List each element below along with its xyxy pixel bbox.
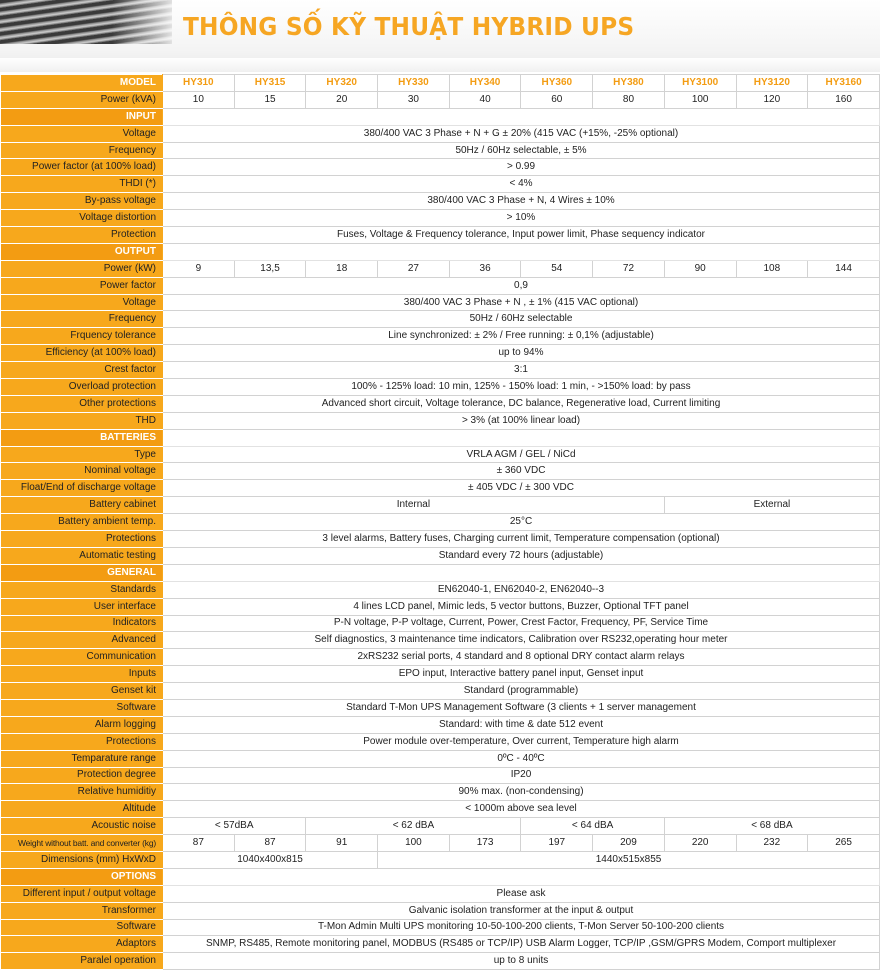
row-label: Frquency tolerance	[1, 328, 163, 345]
value-cell: External	[664, 497, 879, 514]
row-label: Frequency	[1, 311, 163, 328]
spec-row	[1, 176, 880, 193]
value-cell: VRLA AGM / GEL / NiCd	[163, 446, 880, 463]
spec-row	[1, 801, 880, 818]
value-cell: 15	[234, 91, 306, 108]
value-cell: 87	[234, 835, 306, 852]
section-label: OUTPUT	[1, 243, 163, 260]
model-cell: HY315	[234, 75, 306, 92]
spec-row	[1, 699, 880, 716]
row-label: Power (kW)	[1, 260, 163, 277]
row-label: Protections	[1, 531, 163, 548]
value-cell: < 57dBA	[163, 818, 306, 835]
row-label: THDI (*)	[1, 176, 163, 193]
value-cell: < 68 dBA	[664, 818, 879, 835]
spec-row	[1, 581, 880, 598]
value-cell: 90	[664, 260, 736, 277]
value-cell: > 3% (at 100% linear load)	[163, 412, 880, 429]
value-cell: 209	[593, 835, 665, 852]
value-cell: 9	[163, 260, 235, 277]
value-cell: 4 lines LCD panel, Mimic leds, 5 vector buttons, Buzzer, Optional TFT panel	[163, 598, 880, 615]
spec-row	[1, 615, 880, 632]
page-title: THÔNG SỐ KỸ THUẬT HYBRID UPS	[183, 12, 635, 41]
header-photo	[0, 0, 172, 44]
spec-row	[1, 750, 880, 767]
section-row	[1, 243, 880, 260]
spec-row	[1, 632, 880, 649]
row-label: User interface	[1, 598, 163, 615]
value-cell: 144	[808, 260, 880, 277]
value-cell: 1040x400x815	[163, 851, 378, 868]
value-cell: 232	[736, 835, 808, 852]
value-cell: 220	[664, 835, 736, 852]
value-cell: < 62 dBA	[306, 818, 521, 835]
value-cell: > 0.99	[163, 159, 880, 176]
value-cell: 36	[449, 260, 521, 277]
row-label: Automatic testing	[1, 547, 163, 564]
value-cell: Line synchronized: ± 2% / Free running: ± 0,1% (adjustable)	[163, 328, 880, 345]
value-cell: Please ask	[163, 885, 880, 902]
row-label: Indicators	[1, 615, 163, 632]
spec-row	[1, 531, 880, 548]
section-row	[1, 108, 880, 125]
section-label: BATTERIES	[1, 429, 163, 446]
spec-row	[1, 395, 880, 412]
section-label: OPTIONS	[1, 868, 163, 885]
row-label: Other protections	[1, 395, 163, 412]
value-cell: T-Mon Admin Multi UPS monitoring 10-50-100-200 clients, T-Mon Server 50-100-200 clients	[163, 919, 880, 936]
spec-row	[1, 683, 880, 700]
row-label: Crest factor	[1, 362, 163, 379]
value-cell: 25°C	[163, 514, 880, 531]
spec-row	[1, 463, 880, 480]
value-cell: 60	[521, 91, 593, 108]
spec-row	[1, 480, 880, 497]
row-label: By-pass voltage	[1, 193, 163, 210]
spec-row	[1, 362, 880, 379]
model-cell: HY360	[521, 75, 593, 92]
spec-row	[1, 598, 880, 615]
section-row	[1, 868, 880, 885]
header-stripe	[0, 58, 880, 72]
value-cell: ± 360 VDC	[163, 463, 880, 480]
value-cell: Fuses, Voltage & Frequency tolerance, Input power limit, Phase sequency indicator	[163, 227, 880, 244]
value-cell: 265	[808, 835, 880, 852]
row-label: Transformer	[1, 902, 163, 919]
row-label: Adaptors	[1, 936, 163, 953]
value-cell: 100	[378, 835, 450, 852]
row-label: Nominal voltage	[1, 463, 163, 480]
value-cell: 100	[664, 91, 736, 108]
spec-row	[1, 514, 880, 531]
row-label: Communication	[1, 649, 163, 666]
value-cell: 160	[808, 91, 880, 108]
spec-row	[1, 294, 880, 311]
spec-table	[0, 74, 880, 970]
value-cell: Standard T-Mon UPS Management Software (3 clients + 1 server management	[163, 699, 880, 716]
row-label: Battery cabinet	[1, 497, 163, 514]
model-cell: HY320	[306, 75, 378, 92]
value-cell: ± 405 VDC / ± 300 VDC	[163, 480, 880, 497]
value-cell: SNMP, RS485, Remote monitoring panel, MODBUS (RS485 or TCP/IP) USB Alarm Logger, TCP/IP ,GSM/GPRS Modem, Comport multiplexer	[163, 936, 880, 953]
value-cell: Internal	[163, 497, 665, 514]
section-label: INPUT	[1, 108, 163, 125]
spec-row	[1, 919, 880, 936]
value-cell: 72	[593, 260, 665, 277]
value-cell: EPO input, Interactive battery panel input, Genset input	[163, 666, 880, 683]
value-cell: < 4%	[163, 176, 880, 193]
spec-row	[1, 733, 880, 750]
spec-row	[1, 412, 880, 429]
spec-row	[1, 666, 880, 683]
model-cell: HY3120	[736, 75, 808, 92]
value-cell: 50Hz / 60Hz selectable, ± 5%	[163, 142, 880, 159]
row-label: Power factor (at 100% load)	[1, 159, 163, 176]
section-spacer	[163, 108, 880, 125]
row-label: Frequency	[1, 142, 163, 159]
spec-row	[1, 784, 880, 801]
row-label: Altitude	[1, 801, 163, 818]
value-cell: < 1000m above sea level	[163, 801, 880, 818]
value-cell: 87	[163, 835, 235, 852]
row-label: Float/End of discharge voltage	[1, 480, 163, 497]
section-label: GENERAL	[1, 564, 163, 581]
value-cell: 30	[378, 91, 450, 108]
spec-row	[1, 835, 880, 852]
spec-row	[1, 936, 880, 953]
section-row	[1, 564, 880, 581]
value-cell: 380/400 VAC 3 Phase + N , ± 1% (415 VAC optional)	[163, 294, 880, 311]
spec-row	[1, 142, 880, 159]
spec-row	[1, 818, 880, 835]
spec-row	[1, 497, 880, 514]
model-cell: HY3100	[664, 75, 736, 92]
section-spacer	[163, 564, 880, 581]
value-cell: 50Hz / 60Hz selectable	[163, 311, 880, 328]
row-label: Voltage	[1, 294, 163, 311]
value-cell: Power module over-temperature, Over current, Temperature high alarm	[163, 733, 880, 750]
row-label: Standards	[1, 581, 163, 598]
spec-row	[1, 91, 880, 108]
value-cell: 197	[521, 835, 593, 852]
value-cell: 54	[521, 260, 593, 277]
row-label: Protection	[1, 227, 163, 244]
spec-row	[1, 125, 880, 142]
value-cell: 108	[736, 260, 808, 277]
row-label: Inputs	[1, 666, 163, 683]
row-label: Voltage	[1, 125, 163, 142]
value-cell: EN62040-1, EN62040-2, EN62040--3	[163, 581, 880, 598]
spec-row	[1, 953, 880, 970]
value-cell: 13,5	[234, 260, 306, 277]
value-cell: 100% - 125% load: 10 min, 125% - 150% load: 1 min, - >150% load: by pass	[163, 379, 880, 396]
value-cell: Standard every 72 hours (adjustable)	[163, 547, 880, 564]
spec-row	[1, 260, 880, 277]
value-cell: 1440x515x855	[378, 851, 880, 868]
row-label: Advanced	[1, 632, 163, 649]
page-header	[0, 0, 880, 72]
value-cell: 3:1	[163, 362, 880, 379]
row-label: THD	[1, 412, 163, 429]
row-label: Temparature range	[1, 750, 163, 767]
spec-row	[1, 379, 880, 396]
value-cell: up to 8 units	[163, 953, 880, 970]
row-label: Software	[1, 919, 163, 936]
spec-row	[1, 885, 880, 902]
row-label: Alarm logging	[1, 716, 163, 733]
value-cell: 173	[449, 835, 521, 852]
value-cell: 2xRS232 serial ports, 4 standard and 8 optional DRY contact alarm relays	[163, 649, 880, 666]
spec-row	[1, 851, 880, 868]
row-label: Dimensions (mm) HxWxD	[1, 851, 163, 868]
value-cell: 380/400 VAC 3 Phase + N, 4 Wires ± 10%	[163, 193, 880, 210]
spec-row	[1, 547, 880, 564]
spec-row	[1, 902, 880, 919]
value-cell: 20	[306, 91, 378, 108]
row-label: Voltage distortion	[1, 210, 163, 227]
row-label: Paralel operation	[1, 953, 163, 970]
row-label: Type	[1, 446, 163, 463]
spec-row	[1, 767, 880, 784]
value-cell: Advanced short circuit, Voltage tolerance, DC balance, Regenerative load, Current limiting	[163, 395, 880, 412]
spec-row	[1, 345, 880, 362]
model-cell: HY330	[378, 75, 450, 92]
row-label: Overload protection	[1, 379, 163, 396]
spec-row	[1, 649, 880, 666]
spec-row	[1, 716, 880, 733]
value-cell: 0ºC - 40ºC	[163, 750, 880, 767]
value-cell: up to 94%	[163, 345, 880, 362]
model-cell: HY340	[449, 75, 521, 92]
value-cell: 120	[736, 91, 808, 108]
value-cell: IP20	[163, 767, 880, 784]
value-cell: 3 level alarms, Battery fuses, Charging current limit, Temperature compensation (optional)	[163, 531, 880, 548]
row-label: Relative humiditiy	[1, 784, 163, 801]
value-cell: Standard (programmable)	[163, 683, 880, 700]
row-label: Weight without batt. and converter (kg)	[1, 835, 163, 852]
value-cell: P-N voltage, P-P voltage, Current, Power, Crest Factor, Frequency, PF, Service Time	[163, 615, 880, 632]
row-label: Efficiency (at 100% load)	[1, 345, 163, 362]
value-cell: 18	[306, 260, 378, 277]
spec-row	[1, 277, 880, 294]
spec-row	[1, 446, 880, 463]
value-cell: 90% max. (non-condensing)	[163, 784, 880, 801]
row-label: Protections	[1, 733, 163, 750]
spec-row	[1, 193, 880, 210]
value-cell: < 64 dBA	[521, 818, 664, 835]
value-cell: 380/400 VAC 3 Phase + N + G ± 20% (415 VAC (+15%, -25% optional)	[163, 125, 880, 142]
row-label: Power factor	[1, 277, 163, 294]
spec-table-body	[1, 75, 880, 970]
row-label: Battery ambient temp.	[1, 514, 163, 531]
value-cell: 91	[306, 835, 378, 852]
row-label: Protection degree	[1, 767, 163, 784]
row-label: Acoustic noise	[1, 818, 163, 835]
row-label: Different input / output voltage	[1, 885, 163, 902]
spec-row	[1, 210, 880, 227]
row-label: Power (kVA)	[1, 91, 163, 108]
row-label: Software	[1, 699, 163, 716]
model-cell: HY310	[163, 75, 235, 92]
spec-row	[1, 311, 880, 328]
value-cell: > 10%	[163, 210, 880, 227]
value-cell: 27	[378, 260, 450, 277]
section-spacer	[163, 243, 880, 260]
value-cell: 40	[449, 91, 521, 108]
model-row	[1, 75, 880, 92]
value-cell: 80	[593, 91, 665, 108]
value-cell: Standard: with time & date 512 event	[163, 716, 880, 733]
value-cell: 10	[163, 91, 235, 108]
row-label: Genset kit	[1, 683, 163, 700]
row-label: MODEL	[1, 75, 163, 92]
model-cell: HY380	[593, 75, 665, 92]
value-cell: 0,9	[163, 277, 880, 294]
value-cell: Galvanic isolation transformer at the input & output	[163, 902, 880, 919]
section-row	[1, 429, 880, 446]
spec-row	[1, 227, 880, 244]
spec-row	[1, 328, 880, 345]
section-spacer	[163, 868, 880, 885]
section-spacer	[163, 429, 880, 446]
model-cell: HY3160	[808, 75, 880, 92]
spec-row	[1, 159, 880, 176]
value-cell: Self diagnostics, 3 maintenance time indicators, Calibration over RS232,operating hour meter	[163, 632, 880, 649]
